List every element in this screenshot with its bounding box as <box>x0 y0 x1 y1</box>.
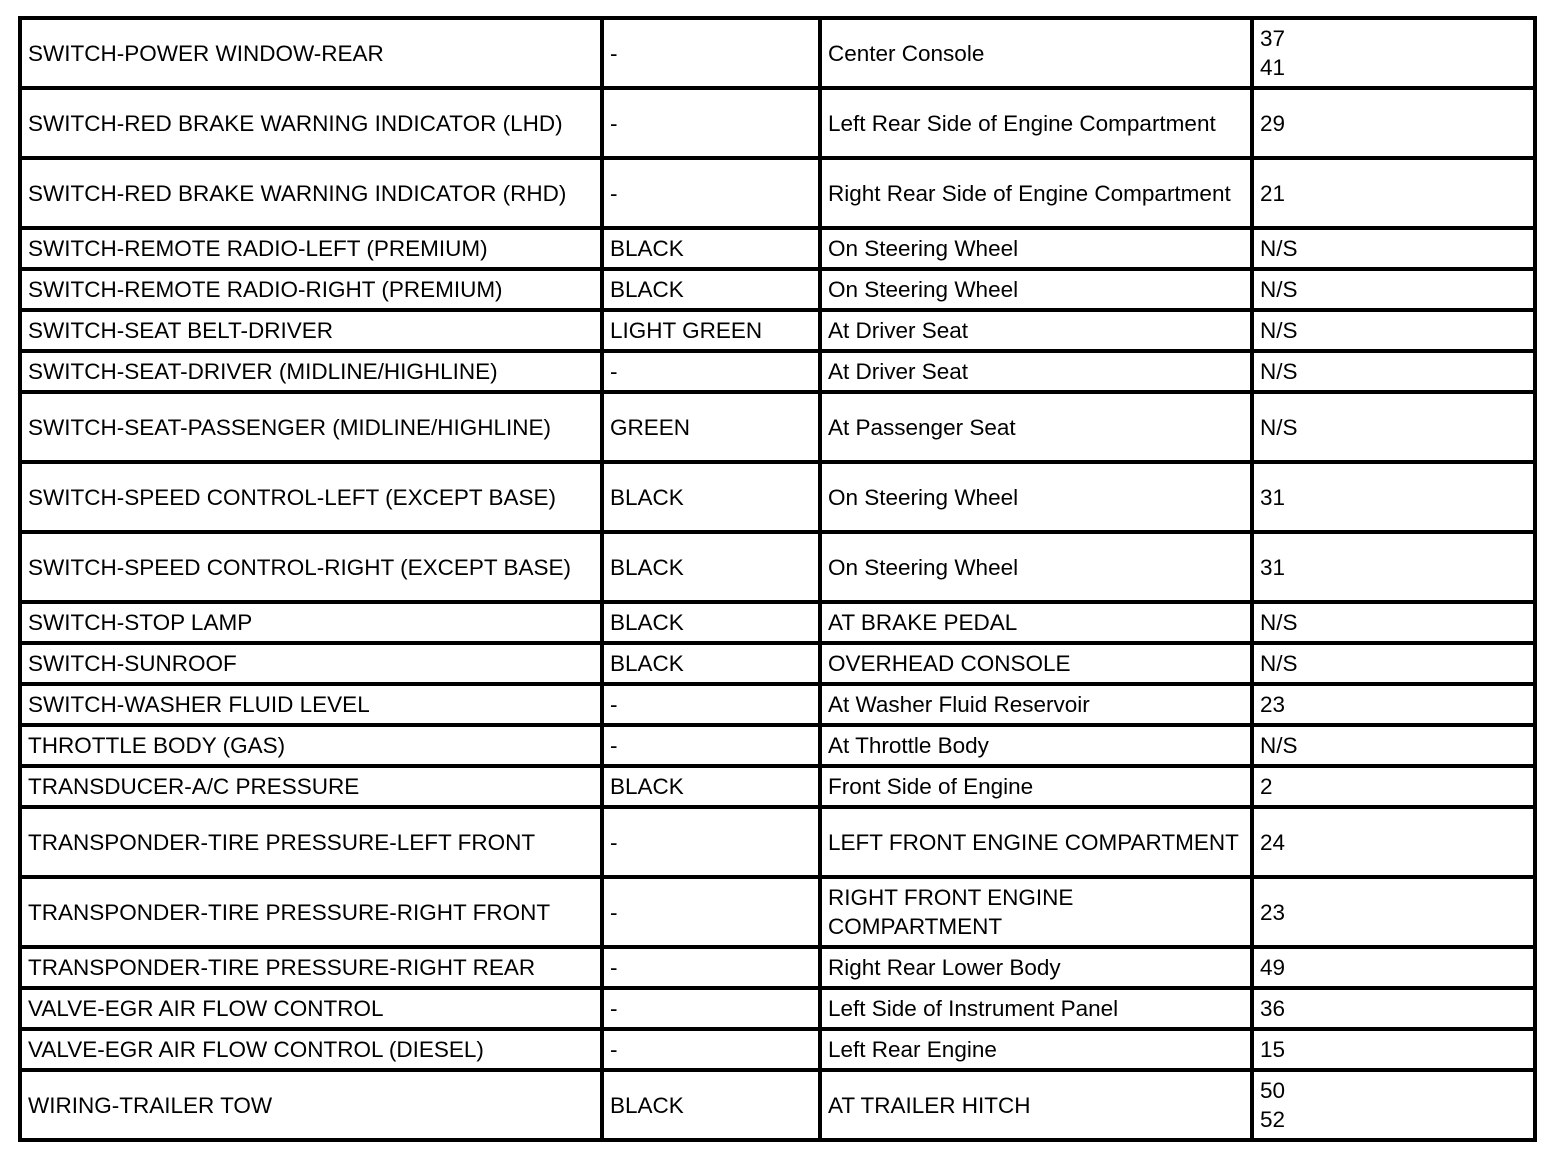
component-cell: SWITCH-RED BRAKE WARNING INDICATOR (LHD) <box>20 88 602 158</box>
figure-cell <box>1252 392 1535 462</box>
figure-cell <box>1252 532 1535 602</box>
location-cell: At Washer Fluid Reservoir <box>820 684 1252 725</box>
table-row <box>20 684 1535 725</box>
connector-color-cell: - <box>602 88 820 158</box>
table-row <box>20 310 1535 351</box>
location-cell: Left Rear Side of Engine Compartment <box>820 88 1252 158</box>
figure-cell <box>1252 158 1535 228</box>
component-cell: VALVE-EGR AIR FLOW CONTROL <box>20 988 602 1029</box>
figure-cell <box>1252 462 1535 532</box>
figure-cell <box>1252 1070 1535 1140</box>
table-row <box>20 1070 1535 1140</box>
location-cell: Left Rear Engine <box>820 1029 1252 1070</box>
figure-cell <box>1252 1029 1535 1070</box>
component-cell: SWITCH-SPEED CONTROL-RIGHT (EXCEPT BASE) <box>20 532 602 602</box>
component-cell: SWITCH-REMOTE RADIO-LEFT (PREMIUM) <box>20 228 602 269</box>
connector-color-cell: BLACK <box>602 602 820 643</box>
figure-number: 37 <box>1260 26 1286 51</box>
table-row <box>20 807 1535 877</box>
component-cell: THROTTLE BODY (GAS) <box>20 725 602 766</box>
location-cell: On Steering Wheel <box>820 269 1252 310</box>
location-cell: Center Console <box>820 18 1252 88</box>
component-cell: SWITCH-REMOTE RADIO-RIGHT (PREMIUM) <box>20 269 602 310</box>
component-cell: SWITCH-POWER WINDOW-REAR <box>20 18 602 88</box>
figure-cell <box>1252 877 1535 947</box>
location-cell: At Throttle Body <box>820 725 1252 766</box>
component-cell: SWITCH-SUNROOF <box>20 643 602 684</box>
figure-number: N/S <box>1260 277 1298 302</box>
figure-number: 41 <box>1260 55 1286 80</box>
connector-color-cell: - <box>602 351 820 392</box>
figure-number: N/S <box>1260 414 1298 440</box>
table-row <box>20 877 1535 947</box>
component-cell: SWITCH-SEAT-PASSENGER (MIDLINE/HIGHLINE) <box>20 392 602 462</box>
component-cell: TRANSDUCER-A/C PRESSURE <box>20 766 602 807</box>
location-cell: At Passenger Seat <box>820 392 1252 462</box>
table-row <box>20 269 1535 310</box>
table-row <box>20 462 1535 532</box>
location-cell: AT TRAILER HITCH <box>820 1070 1252 1140</box>
table-row <box>20 392 1535 462</box>
table-row <box>20 725 1535 766</box>
table-row <box>20 158 1535 228</box>
figure-cell <box>1252 88 1535 158</box>
component-cell: TRANSPONDER-TIRE PRESSURE-RIGHT FRONT <box>20 877 602 947</box>
location-cell: At Driver Seat <box>820 351 1252 392</box>
figure-number: N/S <box>1260 318 1298 343</box>
figure-number: 36 <box>1260 996 1286 1021</box>
figure-number: 2 <box>1260 774 1273 799</box>
connector-color-cell: BLACK <box>602 462 820 532</box>
figure-number: 52 <box>1260 1107 1286 1132</box>
location-cell: LEFT FRONT ENGINE COMPARTMENT <box>820 807 1252 877</box>
table-row <box>20 988 1535 1029</box>
figure-number: N/S <box>1260 236 1298 261</box>
figure-cell <box>1252 269 1535 310</box>
figure-cell <box>1252 18 1535 88</box>
connector-color-cell: BLACK <box>602 532 820 602</box>
location-cell: Left Side of Instrument Panel <box>820 988 1252 1029</box>
component-cell: SWITCH-WASHER FLUID LEVEL <box>20 684 602 725</box>
figure-cell <box>1252 807 1535 877</box>
component-cell: SWITCH-RED BRAKE WARNING INDICATOR (RHD) <box>20 158 602 228</box>
table-row <box>20 947 1535 988</box>
figure-cell <box>1252 643 1535 684</box>
table-row <box>20 18 1535 88</box>
table-row <box>20 1029 1535 1070</box>
connector-color-cell: BLACK <box>602 643 820 684</box>
figure-number: 15 <box>1260 1037 1286 1062</box>
figure-number: 23 <box>1260 692 1286 717</box>
figure-number: 24 <box>1260 829 1286 855</box>
figure-cell <box>1252 766 1535 807</box>
figure-cell <box>1252 228 1535 269</box>
figure-cell <box>1252 988 1535 1029</box>
figure-number: N/S <box>1260 733 1298 758</box>
figure-number: 23 <box>1260 899 1286 925</box>
table-row <box>20 602 1535 643</box>
figure-cell <box>1252 684 1535 725</box>
location-cell: Right Rear Lower Body <box>820 947 1252 988</box>
figure-cell <box>1252 351 1535 392</box>
connector-color-cell: - <box>602 725 820 766</box>
table-row <box>20 532 1535 602</box>
figure-number: 31 <box>1260 554 1286 580</box>
figure-cell <box>1252 310 1535 351</box>
connector-location-table <box>18 16 1537 1142</box>
figure-number: 50 <box>1260 1078 1286 1103</box>
component-cell: TRANSPONDER-TIRE PRESSURE-RIGHT REAR <box>20 947 602 988</box>
figure-number: N/S <box>1260 651 1298 676</box>
figure-number: 29 <box>1260 110 1286 136</box>
component-cell: SWITCH-SEAT-DRIVER (MIDLINE/HIGHLINE) <box>20 351 602 392</box>
table-row <box>20 351 1535 392</box>
connector-color-cell: - <box>602 877 820 947</box>
table-row <box>20 643 1535 684</box>
location-cell: On Steering Wheel <box>820 532 1252 602</box>
connector-color-cell: - <box>602 1029 820 1070</box>
connector-color-cell: - <box>602 684 820 725</box>
location-cell: On Steering Wheel <box>820 228 1252 269</box>
figure-cell <box>1252 602 1535 643</box>
component-cell: SWITCH-SPEED CONTROL-LEFT (EXCEPT BASE) <box>20 462 602 532</box>
connector-color-cell: - <box>602 807 820 877</box>
table-row <box>20 766 1535 807</box>
connector-color-cell: BLACK <box>602 766 820 807</box>
connector-color-cell: BLACK <box>602 228 820 269</box>
connector-color-cell: - <box>602 947 820 988</box>
figure-number: N/S <box>1260 610 1298 635</box>
location-cell: RIGHT FRONT ENGINE COMPARTMENT <box>820 877 1252 947</box>
connector-color-cell: GREEN <box>602 392 820 462</box>
figure-cell <box>1252 947 1535 988</box>
location-cell: Right Rear Side of Engine Compartment <box>820 158 1252 228</box>
location-cell: OVERHEAD CONSOLE <box>820 643 1252 684</box>
location-cell: At Driver Seat <box>820 310 1252 351</box>
component-cell: SWITCH-STOP LAMP <box>20 602 602 643</box>
connector-color-cell: - <box>602 158 820 228</box>
component-cell: TRANSPONDER-TIRE PRESSURE-LEFT FRONT <box>20 807 602 877</box>
connector-color-cell: LIGHT GREEN <box>602 310 820 351</box>
connector-color-cell: - <box>602 18 820 88</box>
figure-number: 31 <box>1260 484 1286 510</box>
figure-cell <box>1252 725 1535 766</box>
table-row <box>20 228 1535 269</box>
figure-number: N/S <box>1260 359 1298 384</box>
figure-number: 49 <box>1260 955 1286 980</box>
connector-color-cell: BLACK <box>602 1070 820 1140</box>
component-cell: SWITCH-SEAT BELT-DRIVER <box>20 310 602 351</box>
table-body <box>20 18 1535 1140</box>
figure-number: 21 <box>1260 180 1286 206</box>
location-cell: AT BRAKE PEDAL <box>820 602 1252 643</box>
table-row <box>20 88 1535 158</box>
location-cell: On Steering Wheel <box>820 462 1252 532</box>
component-cell: WIRING-TRAILER TOW <box>20 1070 602 1140</box>
component-cell: VALVE-EGR AIR FLOW CONTROL (DIESEL) <box>20 1029 602 1070</box>
connector-color-cell: - <box>602 988 820 1029</box>
connector-color-cell: BLACK <box>602 269 820 310</box>
location-cell: Front Side of Engine <box>820 766 1252 807</box>
